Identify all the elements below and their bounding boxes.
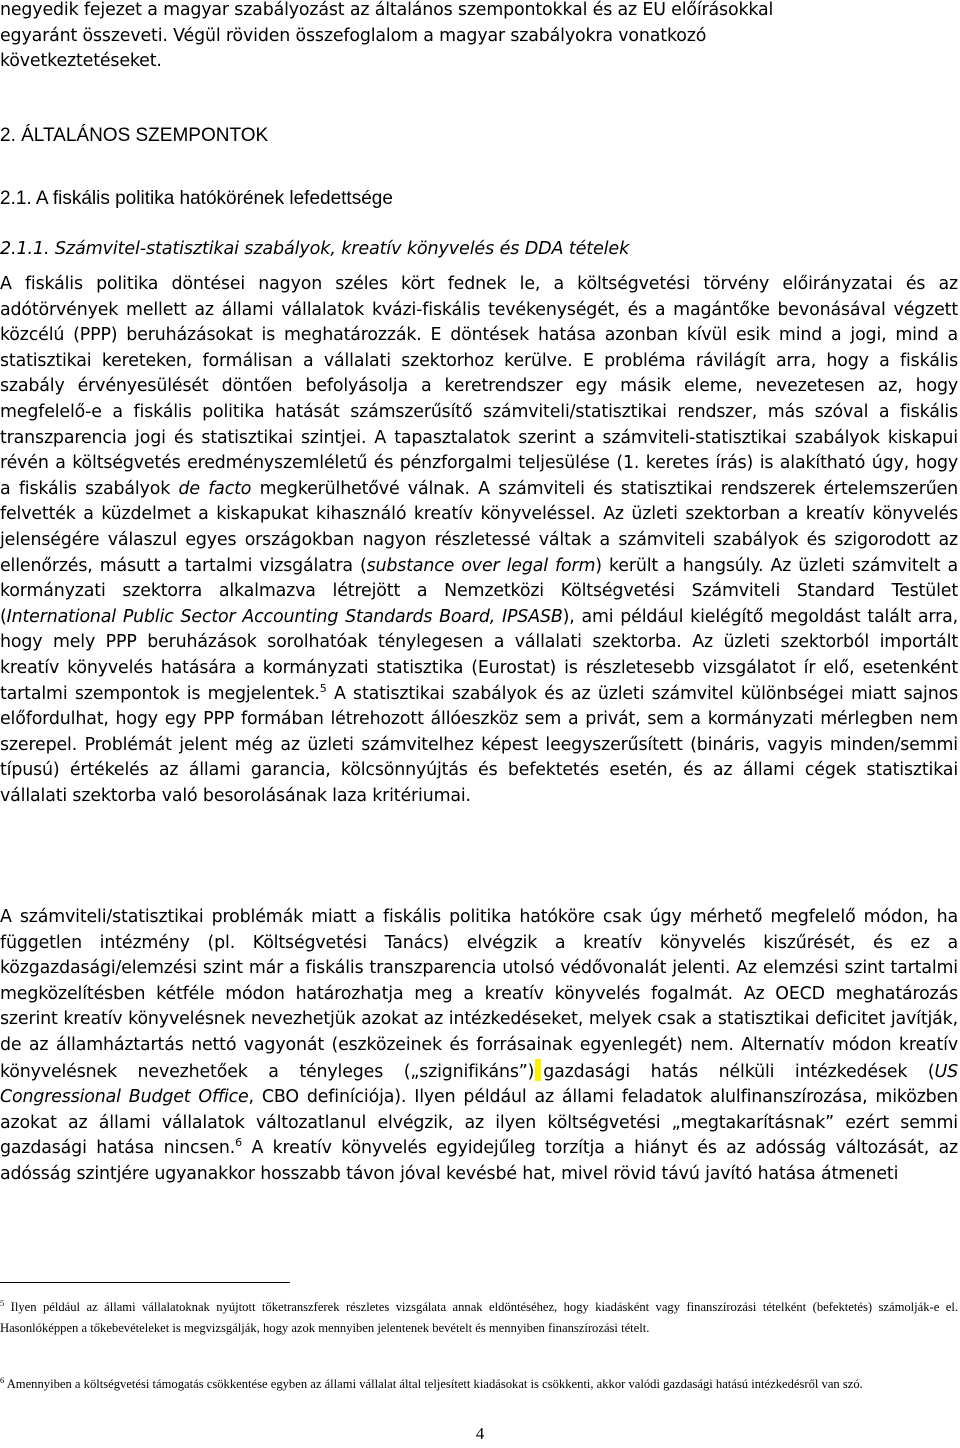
subsubsection-heading: 2.1.1. Számvitel-statisztikai szabályok, kreatív könyvelés és DDA tételek	[0, 239, 630, 259]
footnote-separator	[0, 1282, 290, 1283]
footnote-number: 6	[0, 1374, 5, 1385]
paragraph-text: gazdasági hatás nélküli intézkedések (	[543, 1061, 935, 1082]
paragraph-text: ), ami például kielégítő megoldást talált arra, hogy mely PPP beruházások sorolhatóak ténylegesen a vállalati szektorba. Az üzleti szektorból importált kreatív könyvelés hatására a kormányzati statisztika (Eurostat) is részletesebb vizsgálatot ír elő, esetenként tartalmi szempontok is megjelentek.	[0, 606, 958, 704]
footnote-5	[0, 1297, 958, 1338]
body-paragraph-1	[0, 272, 958, 809]
page-number: 4	[475, 1424, 485, 1443]
footnote-reference[interactable]: 6	[235, 1136, 243, 1150]
italic-term: US Congressional Budget Office	[0, 1061, 958, 1108]
body-paragraph-2	[0, 905, 958, 1188]
subsection-heading: 2.1. A fiskális politika hatókörének lefedettsége	[0, 188, 393, 209]
intro-line: egyaránt összeveti. Végül röviden összefoglalom a magyar szabályokra vonatkozó	[0, 25, 707, 46]
highlight-marker	[535, 1059, 541, 1081]
italic-term: de facto	[178, 478, 252, 499]
italic-term: International Public Sector Accounting Standards Board, IPSASB	[6, 606, 563, 627]
footnote-number: 5	[0, 1297, 5, 1308]
paragraph-text: A kreatív könyvelés egyidejűleg torzítja a hiányt és az adósság változását, az adósság szintjére ugyanakkor hosszabb távon jóval kevésbé hat, mivel rövid távú javító hatása átmeneti	[0, 1138, 958, 1184]
footnote-text: Amennyiben a költségvetési támogatás csökkentése egyben az állami vállalat által teljesített kiadásokat is csökkenti, akkor valódi gazdasági hatású intézkedésről van szó.	[4, 1377, 863, 1391]
paragraph-text: A statisztikai szabályok és az üzleti számvitel különbségei miatt sajnos előfordulhat, hogy egy PPP formában létrehozott állóeszköz sem a privát, sem a kormányzati mérlegben nem szerepel. Problémát jelent még az üzleti számvitelhez képest leegyszerűsített (bináris, vagyis minden/semmi típusú) értékelés az állami garancia, kölcsönnyújtás és befektetés esetén, és az állami cégek statisztikai vállalati szektorba való besorolásának laza kritériumai.	[0, 683, 959, 806]
paragraph-text: A számviteli/statisztikai problémák miatt a fiskális politika hatóköre csak úgy mérhető megfelelő módon, ha független intézmény (pl. Költségvetési Tanács) elvégzik a kreatív könyvelés kiszűrését, és ez a közgazdasági/elemzési szint már a fiskális transzparencia utolsó védővonalát jelenti. Az elemzési szint tartalmi megközelítésben kétféle módon határozhatja meg a kreatív könyvelés fogalmát. Az OECD meghatározás szerint kreatív könyvelésnek nevezhetjük azokat az intézkedéseket, melyek csak a statisztikai deficitet javítják, de az államháztartás nettó vagyonát (eszközeinek és forrásainak egyenlegét) nem. Alternatív módon kreatív könyvelésnek nevezhetőek a tényleges („szignifikáns”)	[0, 907, 958, 1082]
footnote-text: Ilyen például az állami vállalatoknak nyújtott tőketranszferek részletes vizsgálata annak eldöntéséhez, hogy kiadásként vagy finanszírozási tételként (befektetés) számolják-e el. Hasonlóképpen a tőkebevételeket is megvizsgálják, hogy azok mennyiben jelentenek bevételt és mennyiben finanszírozási tételt.	[0, 1300, 958, 1335]
footnote-6	[0, 1374, 958, 1395]
paragraph-text: megkerülhetővé válnak. A számviteli és statisztikai rendszerek értelemszerűen felvették a küzdelmet a kiskapukat kihasználó kreatív könyveléssel. Az üzleti szektorban a kreatív könyvelés jelenségére válaszul egyes országokban nagyon részletessé váltak a számviteli szabályok és szigorodott az ellenőrzés, másutt a tartalmi vizsgálatra (	[0, 478, 958, 576]
italic-term: substance over legal form	[366, 555, 596, 576]
intro-line: negyedik fejezet a magyar szabályozást az általános szempontokkal és az EU előírásokkal	[0, 0, 774, 20]
footnote-reference[interactable]: 5	[319, 681, 327, 695]
paragraph-text: , CBO definíciója). Ilyen például az állami feladatok alulfinanszírozása, miközben azokat az állami vállalatok változatlanul elvégzik, az ilyen költségvetési „megtakarításnak” ezért semmi gazdasági hatása nincsen.	[0, 1087, 958, 1159]
intro-text	[0, 0, 958, 75]
section-heading: 2. ÁLTALÁNOS SZEMPONTOK	[0, 125, 269, 146]
paragraph-text: A fiskális politika döntései nagyon széles kört fednek le, a költségvetési törvény előirányzatai és az adótörvények mellett az állami vállalatok kvázi-fiskális tevékenységét, és a magántőke bevonásával végzett közcélú (PPP) beruházásokat is meghatározzák. E döntések hatása azonban kívül esik mind a jogi, mind a statisztikai kereteken, formálisan a vállalati szektorhoz kerülve. E probléma rávilágít arra, hogy a fiskális szabály érvényesülését döntően befolyásolja a keretrendszer egy másik eleme, nevezetesen az, hogy megfelelő-e a fiskális politika hatását számszerűsítő számviteli/statisztikai rendszer, más szóval a fiskális transzparencia jogi és statisztikai szintjei. A tapasztalatok szerint a számviteli-statisztikai szabályok kiskapui révén a költségvetés eredményszemléletű és pénzforgalmi teljesülése (1. keretes írás) is alakítható úgy, hogy a fiskális szabályok	[0, 274, 958, 499]
paragraph-text: ) került a hangsúly. Az üzleti számvitelt a kormányzati szektorra alkalmazva létrejött a Nemzetközi Költségvetési Számviteli Standard Testület (	[0, 555, 958, 627]
intro-line: következtetéseket.	[0, 51, 162, 72]
